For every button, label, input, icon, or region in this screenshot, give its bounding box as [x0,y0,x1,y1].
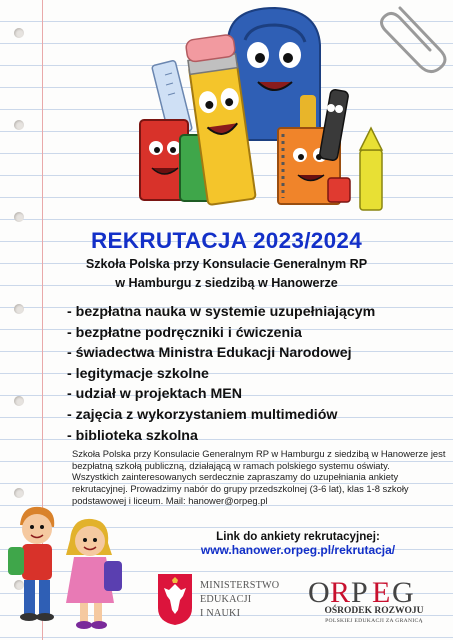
survey-link[interactable]: www.hanower.orpeg.pl/rekrutacja/ [200,543,396,557]
school-supplies-illustration [0,0,453,225]
orpeg-logo-subtitle: OŚRODEK ROZWOJU [324,606,424,616]
school-name-line-2: w Hamburgu z siedzibą w Hanowerze [115,276,338,290]
benefit-item: - bezpłatne podręczniki i ćwiczenia [67,324,302,341]
children-illustration [0,495,150,640]
paperclip-icon [382,8,446,72]
svg-text:P: P [351,576,368,608]
crayon-icon [360,128,382,210]
sharpener-icon [328,178,350,202]
eagle-emblem-icon [156,572,194,626]
girl-figure [66,519,122,629]
info-paragraph-2: Wszystkich zainteresowanych serdecznie zapraszamy do uzupełniania ankiety rekrutacyjnej. Prowadzimy nabór do grupy przedszkolnej (3-6 lat), klas 1-8 szkoły podstawowej i liceum. Mail: hanower@orpeg.pl [72,471,409,506]
info-paragraph-1: Szkoła Polska przy Konsulacie Generalnym RP w Hamburgu z siedzibą w Hanowerze jest bezpłatną szkołą publiczną, działającą w ramach polskiego systemu oświaty. [72,448,446,471]
ministry-logo-line-3: I NAUKI [200,608,241,619]
svg-text:E: E [372,576,391,608]
benefit-item: - świadectwa Ministra Edukacji Narodowej [67,345,352,362]
ministry-logo-line-1: MINISTERSTWO [200,580,280,591]
benefit-item: - zajęcia z wykorzystaniem multimediów [67,406,338,423]
benefits-list [67,302,375,446]
school-name-line-1: Szkoła Polska przy Konsulacie Generalnym RP [85,257,368,271]
notebook-hole [14,396,24,406]
orpeg-logo [308,572,440,608]
notebook-hole [14,304,24,314]
svg-text:O: O [308,576,330,608]
svg-text:R: R [330,576,351,608]
orpeg-logo-tagline: POLSKIEJ EDUKACJI ZA GRANICĄ [325,618,423,624]
benefit-item: - legitymacje szkolne [67,365,209,382]
survey-link-label: Link do ankiety rekrutacyjnej: [216,530,380,543]
benefit-item: - udział w projektach MEN [67,386,243,403]
recruitment-headline: REKRUTACJA 2023/2024 [90,228,363,253]
benefit-item: - biblioteka szkolna [67,427,198,444]
pen-icon [319,89,349,161]
benefit-item: - bezpłatna nauka w systemie uzupełniającym [67,304,376,320]
boy-figure [8,507,54,621]
svg-text:G: G [392,576,414,608]
ministry-logo-line-2: EDUKACJI [200,594,252,605]
